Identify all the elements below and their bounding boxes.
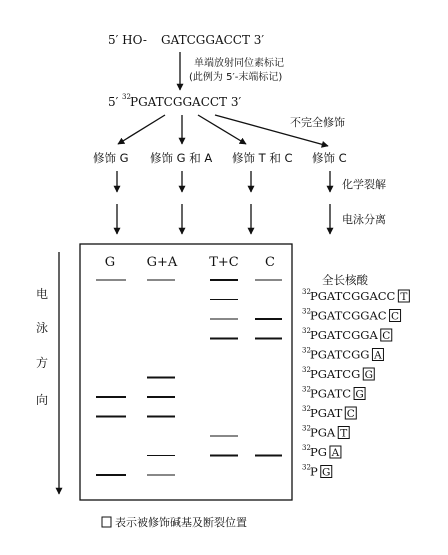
fragment-superscript: 32 bbox=[302, 385, 311, 394]
mod-label-t-c: 修饰 T 和 C bbox=[232, 151, 293, 165]
modified-base-letter: C bbox=[346, 408, 355, 420]
fragment-row bbox=[302, 444, 341, 459]
fragment-row bbox=[302, 464, 332, 479]
fragment-superscript: 32 bbox=[302, 327, 311, 335]
direction-char-1: 电 bbox=[36, 287, 49, 301]
fragment-sequence: P bbox=[310, 464, 318, 479]
modified-base-letter: T bbox=[400, 291, 408, 303]
fragment-row bbox=[302, 347, 383, 362]
mod-label-g-a: 修饰 G 和 A bbox=[150, 151, 213, 165]
fragment-row bbox=[302, 386, 365, 401]
fragment-sequence: PGATC bbox=[310, 386, 352, 401]
arrow-to-mod-tc bbox=[198, 115, 246, 144]
fragment-superscript: 32 bbox=[302, 288, 311, 296]
fragment-sequence: PGATCGG bbox=[310, 347, 370, 362]
fragment-sequence: PGAT bbox=[310, 406, 343, 420]
fragment-row bbox=[302, 327, 392, 342]
fragment-sequence: PGATCGGACC bbox=[310, 289, 396, 303]
fragment-superscript: 32 bbox=[302, 463, 311, 472]
fragment-row bbox=[302, 425, 349, 440]
seq2-body: PGATCGGACCT 3′ bbox=[130, 95, 242, 109]
fragment-superscript: 32 bbox=[302, 424, 311, 433]
unlabeled-sequence bbox=[108, 33, 264, 47]
direction-label bbox=[36, 286, 48, 407]
lane-labels bbox=[105, 255, 275, 270]
fragment-sequence: PGA bbox=[310, 425, 336, 440]
fragment-sequence: PGATCGGAC bbox=[310, 308, 387, 323]
lane-label-c: C bbox=[265, 255, 275, 270]
seq2-superscript: 32 bbox=[122, 93, 131, 101]
fragment-row bbox=[302, 366, 374, 381]
legend-box-icon bbox=[102, 517, 111, 527]
lane-label-g: G bbox=[104, 255, 116, 270]
fragment-row bbox=[302, 308, 401, 323]
seq1-prefix: 5′ HO- bbox=[108, 33, 147, 47]
lane-label-tc: T+C bbox=[209, 255, 239, 270]
modified-base-letter: G bbox=[355, 388, 364, 401]
mod-label-g: 修饰 G bbox=[93, 151, 129, 165]
gel-bands bbox=[96, 280, 282, 475]
seq1-body: GATCGGACCT 3′ bbox=[161, 33, 265, 47]
electrophoresis-step-label: 电泳分离 bbox=[342, 213, 386, 226]
fragment-row bbox=[302, 288, 409, 303]
labeling-note-2: (此例为 5′-末端标记) bbox=[189, 72, 283, 83]
cleavage-arrows bbox=[117, 171, 330, 192]
fragment-list bbox=[302, 288, 409, 479]
gel-frame bbox=[80, 244, 292, 500]
fragment-superscript: 32 bbox=[302, 444, 311, 452]
arrow-to-mod-g bbox=[118, 115, 165, 144]
full-length-header: 全长核酸 bbox=[322, 273, 368, 287]
fragment-superscript: 32 bbox=[302, 366, 311, 374]
modified-base-letter: T bbox=[340, 427, 348, 440]
fragment-superscript: 32 bbox=[302, 346, 311, 355]
modified-base-letter: G bbox=[364, 369, 373, 381]
fragment-superscript: 32 bbox=[302, 307, 311, 316]
direction-char-4: 向 bbox=[36, 393, 49, 407]
labeling-note-1: 单端放射同位素标记 bbox=[194, 58, 284, 69]
direction-char-2: 泳 bbox=[36, 321, 49, 335]
fragment-row bbox=[302, 405, 356, 420]
direction-char-3: 方 bbox=[36, 356, 49, 370]
seq2-prefix: 5′ bbox=[108, 95, 119, 109]
legend bbox=[102, 515, 247, 529]
labeled-sequence bbox=[108, 93, 242, 109]
cleavage-step-label: 化学裂解 bbox=[342, 178, 386, 191]
fragment-sequence: PGATCG bbox=[310, 367, 361, 381]
incomplete-modification-note: 不完全修饰 bbox=[290, 116, 345, 129]
fragment-superscript: 32 bbox=[302, 405, 311, 413]
fragment-sequence: PGATCGGA bbox=[310, 328, 378, 342]
modified-base-letter: A bbox=[331, 447, 340, 459]
modified-base-letter: C bbox=[391, 310, 400, 323]
legend-text: 表示被修饰碱基及断裂位置 bbox=[115, 516, 247, 529]
modified-base-letter: A bbox=[374, 349, 382, 362]
modified-base-letter: C bbox=[382, 330, 391, 342]
modification-labels bbox=[93, 151, 347, 165]
modified-base-letter: G bbox=[322, 466, 331, 479]
electrophoresis-arrows bbox=[117, 204, 330, 234]
lane-label-ga: G+A bbox=[146, 255, 178, 270]
fragment-sequence: PG bbox=[310, 445, 327, 459]
mod-label-c: 修饰 C bbox=[312, 151, 347, 165]
